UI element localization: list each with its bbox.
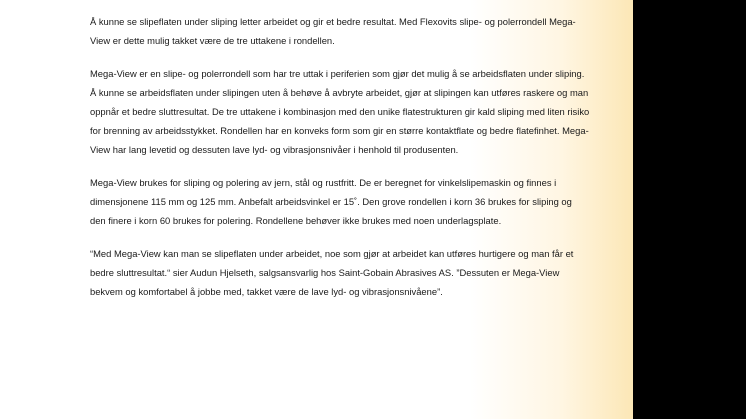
article-body — [90, 12, 590, 315]
article-paragraph-description: Mega-View er en slipe- og polerrondell som har tre uttak i periferien som gjør det mulig å se arbeidsflaten under sliping. Å kunne se arbeidsflaten under slipingen uten å behøve å avbryte arbeidet, gjør at slipingen kan utføres raskere og man oppnår et bedre sluttresultat. De tre uttakene i kombinasjon med den unike flatestrukturen gir kald sliping med liten risiko for brenning av arbeidsstykket. Rondellen har en konveks form som gir en større kontaktflate og bedre flatefinhet. Mega-View har lang levetid og dessuten lave lyd- og vibrasjonsnivåer i henhold til produsenten. — [90, 68, 590, 155]
right-side-bar — [633, 0, 746, 419]
article-paragraph-quote: “Med Mega-View kan man se slipeflaten under arbeidet, noe som gjør at arbeidet kan utføres hurtigere og man får et bedre sluttresultat.“ sier Audun Hjelseth, salgsansvarlig hos Saint-Gobain Abrasives AS. ”Dessuten er Mega-View bekvem og komfortabel å jobbe med, takket være de lave lyd- og vibrasjonsnivåene”. — [90, 248, 574, 297]
article-paragraph-intro: Å kunne se slipeflaten under sliping letter arbeidet og gir et bedre resultat. Med Flexovits slipe- og polerrondell Mega-View er dette mulig takket være de tre uttakene i rondellen. — [90, 16, 576, 46]
article-paragraph-usage: Mega-View brukes for sliping og polering av jern, stål og rustfritt. De er beregnet for vinkelslipemaskin og finnes i dimensjonene 115 mm og 125 mm. Anbefalt arbeidsvinkel er 15˚. Den grove rondellen i korn 36 brukes for sliping og den finere i korn 60 brukes for polering. Rondellene behøver ikke brukes med noen underlagsplate. — [90, 177, 572, 226]
